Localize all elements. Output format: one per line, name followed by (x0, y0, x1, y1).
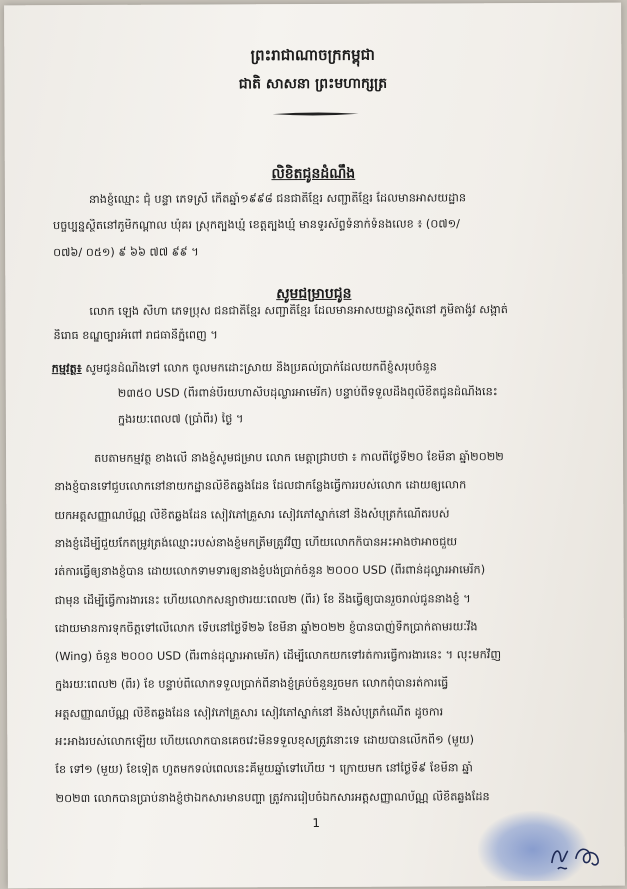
subject-line-3: ក្នុងរយៈពេល៧ (ប្រាំពីរ) ថ្ងៃ ។ (117, 412, 244, 426)
motto-header: ជាតិ សាសនា ព្រះមហាក្សត្រ (238, 75, 388, 93)
body-line: ក្នុងរយៈពេល២ (ពីរ) ខែ បន្ទាប់ពីលោកទទួលប្រាក់ពីនាងខ្ញុំគ្រប់ចំនួនរួចមក លោកពុំបានរត់ការធ្វើ (55, 676, 449, 692)
letter-page (4, 3, 625, 889)
document-title: លិខិតជូនដំណឹង (271, 165, 356, 183)
recipient-line-2: និរោធ ខណ្ឌច្បារអំពៅ រាជធានីភ្នំពេញ ។ (53, 328, 218, 343)
body-line: នាងខ្ញុំបានទៅជួបលោកនៅនាយកដ្ឋានលិខិតឆ្លងដែន ដែលជាកន្លែងធ្វើការរបស់លោក ដោយឲ្យលោក (54, 478, 467, 494)
body-line: ២០២៣ លោកបានប្រាប់នាងខ្ញុំថាឯកសារមានបញ្ហា ត្រូវការរៀបចំឯកសារអត្តសញ្ញាណប័ណ្ណ លិខិតឆ្លងដែន (55, 790, 490, 806)
subject-text-1: សូមជូនដំណឹងទៅ លោក ចូលមកដោះស្រាយ និងប្រគល់ប្រាក់ដែលយកពីខ្ញុំសរុបចំនួន (85, 360, 437, 375)
subject-line-1 (52, 360, 616, 375)
body-line: (Wing) ចំនួន ២០០០ USD (ពីរពាន់ដុល្លារអាមេរិក) ដើម្បីលោកយកទៅរត់ការធ្វើការងារនេះ ។ លុះមកវិញ (54, 648, 502, 664)
ornament-divider (273, 112, 359, 116)
sender-line-2: បច្ចុប្បន្នស្ថិតនៅភូមិកណ្ដាល ឃុំគរ ស្រុកត្បូងឃ្មុំ ខេត្តត្បូងឃ្មុំ មានទូរស័ព្ទទំនាក់ទំនងលេខ ៖ (០៧១/ (53, 217, 460, 233)
body-line: រត់ការធ្វើឲ្យនាងខ្ញុំបាន ដោយលោកទាមទារឲ្យនាងខ្ញុំបង់ប្រាក់ចំនួន ២០០០ USD (ពីរពាន់ដុល្លារអាមេរិក) (54, 563, 486, 579)
kingdom-header: ព្រះរាជាណាចក្រកម្ពុជា (250, 45, 375, 65)
page-number: 1 (312, 815, 320, 831)
body-line: យកអត្តសញ្ញាណប័ណ្ណ លិខិតឆ្លងដែន សៀវភៅគ្រួសារ សៀវភៅស្នាក់នៅ និងសំបុត្រកំណើតរបស់ (54, 507, 450, 523)
body-line: ខែ ទៅ១ (មួយ) ខែទៀត ហូតមកទល់ពេលនេះគឺមួយឆ្នាំទៅហើយ ។ ក្រោយមក នៅថ្ងៃទី៩ ខែមីនា ឆ្នាំ (55, 761, 473, 777)
body-line: ជាមុន ដើម្បីធ្វើការងារនេះ ហើយលោកសន្យាថារយៈពេល២ (ពីរ) ខែ នឹងធ្វើឲ្យបានរួចរាល់ជូននាងខ្ញុំ ។ (54, 592, 471, 608)
body-line: អត្តសញ្ញាណប័ណ្ណ លិខិតឆ្លងដែន សៀវភៅគ្រួសារ សៀវភៅស្នាក់នៅ និងសំបុត្រកំណើត ដូចការ (55, 705, 444, 721)
sender-line-3: ០៧៦/ ០៥១) ៩ ៦៦ ៧៧ ៩៩ ។ (53, 245, 199, 260)
subject-label: កម្មវត្ថុ៖ (51, 362, 82, 376)
recipient-line-1: លោក ឡេង សីហា ភេទប្រុស ជនជាតិខ្មែរ សញ្ជាតិខ្មែរ ដែលមានអាសយដ្ឋានស្ថិតនៅ ភូមិតាង៉ូវ សង្កាត់ (89, 303, 508, 318)
body-line: នាងខ្ញុំដើម្បីជួយកែតម្រូវត្រង់ឈ្មោះរបស់នាងខ្ញុំមកត្រឹមត្រូវវិញ ហើយលោកក៏បានអះអាងថាអាចជួយ (54, 535, 458, 551)
to-heading: សូមជម្រាបជូន (276, 285, 352, 303)
body-line: តបតាមកម្មវត្ថុ ខាងលើ នាងខ្ញុំសូមជម្រាប លោក មេត្តាជ្រាបថា ៖ កាលពីថ្ងៃទី២០ ខែមីនា ឆ្នាំ២០២២ (94, 450, 504, 465)
body-line: អះអាងរបស់លោកឡើយ ហើយលោកបានគេចវេះមិនទទួលខុសត្រូវនោះទេ ដោយបានលើកពី១ (មួយ) (55, 733, 475, 749)
sender-line-1: នាងខ្ញុំឈ្មោះ ជុំ បន្ទា ភេទស្រី កើតឆ្នាំ១៩៩៨ ជនជាតិខ្មែរ សញ្ជាតិខ្មែរ ដែលមានអាសយដ្ឋាន (88, 191, 467, 206)
handwritten-signature (548, 835, 608, 875)
subject-line-2: ២៣៥០ USD (ពីរពាន់បីរយហាសិបដុល្លារអាមេរិក) បន្ទាប់ពីទទួលដឹងឮលិខិតជូនដំណឹងនេះ (117, 385, 498, 400)
body-line: ដោយមានការទុកចិត្តទៅលើលោក ទើបនៅថ្ងៃទី២៦ ខែមីនា ឆ្នាំ២០២២ ខ្ញុំបានបាញ់ទឹកប្រាក់តាមរយៈវីង (54, 620, 478, 636)
